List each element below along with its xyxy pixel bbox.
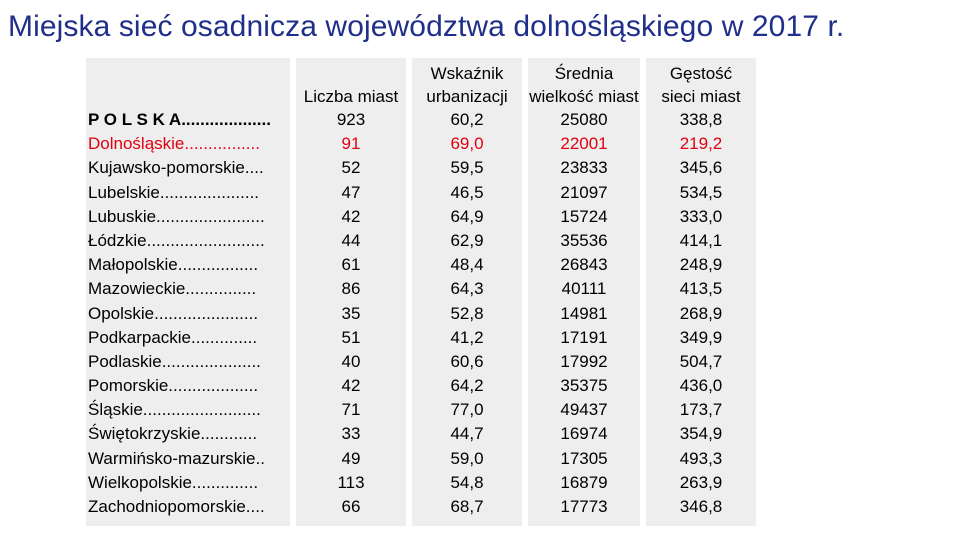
liczba-cell: 33 <box>341 424 361 444</box>
wskaznik-cell: 46,5 <box>450 182 484 202</box>
wskaznik-cell: 62,9 <box>450 230 484 250</box>
gestosc-cell: 248,9 <box>679 255 723 275</box>
header-wskaznik-urbanizacji: Wskaźnik urbanizacji <box>426 64 508 106</box>
region-cell: Lubelskie..................... <box>88 182 260 202</box>
srednia-cell: 21097 <box>560 182 608 202</box>
liczba-cell: 44 <box>341 230 361 250</box>
column-wskaznik-urbanizacji <box>412 58 522 526</box>
region-cells <box>86 108 290 519</box>
wskaznik-cell: 60,6 <box>450 351 484 371</box>
slide-title: Miejska sieć osadnicza województwa dolnośląskiego w 2017 r. <box>8 10 845 43</box>
srednia-cell: 35375 <box>560 376 608 396</box>
gestosc-cell: 173,7 <box>679 400 723 420</box>
gestosc-cell: 493,3 <box>679 448 723 468</box>
wskaznik-cell: 69,0 <box>450 134 484 154</box>
liczba-cell: 51 <box>341 327 361 347</box>
srednia-cell: 17773 <box>560 497 608 516</box>
gestosc-cell: 413,5 <box>679 279 723 299</box>
column-region <box>86 58 290 526</box>
column-srednia-wielkosc <box>528 58 640 526</box>
header-region <box>86 62 290 108</box>
gestosc-cell: 268,9 <box>679 303 723 323</box>
region-cell: Wielkopolskie.............. <box>88 472 259 492</box>
gestosc-cell: 346,8 <box>679 497 723 516</box>
wskaznik-cell: 48,4 <box>450 255 484 275</box>
gestosc-cell: 338,8 <box>679 110 723 129</box>
liczba-cell: 47 <box>341 182 361 202</box>
region-cell: Pomorskie................... <box>88 376 259 396</box>
gestosc-cell: 263,9 <box>679 472 723 492</box>
liczba-cell: 71 <box>341 400 361 420</box>
gestosc-cell: 354,9 <box>679 424 723 444</box>
srednia-cell: 49437 <box>560 400 608 420</box>
region-cell: Warmińsko-mazurskie.. <box>88 448 265 468</box>
region-cell: Opolskie...................... <box>88 303 259 323</box>
liczba-cell: 86 <box>341 279 361 299</box>
gestosc-cell: 345,6 <box>679 158 723 178</box>
wskaznik-cells <box>412 108 522 519</box>
liczba-cell: 35 <box>341 303 361 323</box>
liczba-cell: 42 <box>341 206 361 226</box>
liczba-cell: 61 <box>341 255 361 275</box>
data-table <box>86 58 756 526</box>
region-cell: Podkarpackie.............. <box>88 327 258 347</box>
srednia-cell: 17305 <box>560 448 608 468</box>
gestosc-cell: 414,1 <box>679 230 723 250</box>
gestosc-cell: 219,2 <box>679 134 723 154</box>
srednia-cell: 17992 <box>560 351 608 371</box>
liczba-cell: 42 <box>341 376 361 396</box>
srednia-cell: 35536 <box>560 230 608 250</box>
region-cell: Zachodniopomorskie.... <box>88 497 265 516</box>
header-srednia-wielkosc: Średnia wielkość miast <box>529 64 639 106</box>
header-gestosc-sieci: Gęstość sieci miast <box>661 64 741 106</box>
liczba-cell: 49 <box>341 448 361 468</box>
gestosc-cell: 333,0 <box>679 206 723 226</box>
wskaznik-cell: 54,8 <box>450 472 484 492</box>
wskaznik-cell: 41,2 <box>450 327 484 347</box>
region-cell: Kujawsko-pomorskie.... <box>88 158 264 178</box>
srednia-cell: 14981 <box>560 303 608 323</box>
wskaznik-cell: 64,9 <box>450 206 484 226</box>
region-cell: Podlaskie..................... <box>88 351 261 371</box>
wskaznik-cell: 60,2 <box>450 110 484 129</box>
srednia-cell: 17191 <box>560 327 608 347</box>
gestosc-cell: 349,9 <box>679 327 723 347</box>
srednia-cell: 25080 <box>560 110 608 129</box>
region-cell: Mazowieckie............... <box>88 279 257 299</box>
wskaznik-cell: 44,7 <box>450 424 484 444</box>
srednia-cell: 16974 <box>560 424 608 444</box>
wskaznik-cell: 64,3 <box>450 279 484 299</box>
column-gestosc-sieci <box>646 58 756 526</box>
srednia-cell: 16879 <box>560 472 608 492</box>
liczba-cell: 91 <box>341 134 361 154</box>
srednia-cells <box>528 108 640 519</box>
region-cell: Małopolskie................. <box>88 255 259 275</box>
liczba-cell: 113 <box>337 472 365 492</box>
gestosc-cell: 504,7 <box>679 351 723 371</box>
gestosc-cell: 436,0 <box>679 376 723 396</box>
wskaznik-cell: 77,0 <box>450 400 484 420</box>
wskaznik-cell: 68,7 <box>450 497 484 516</box>
region-cell: Lubuskie....................... <box>88 206 265 226</box>
liczba-cell: 923 <box>336 110 366 129</box>
gestosc-cell: 534,5 <box>679 182 723 202</box>
liczba-cell: 66 <box>341 497 361 516</box>
liczba-cells <box>296 108 406 519</box>
srednia-cell: 22001 <box>560 134 608 154</box>
srednia-cell: 26843 <box>560 255 608 275</box>
srednia-cell: 40111 <box>561 279 607 299</box>
region-cell: Dolnośląskie................ <box>88 134 260 154</box>
srednia-cell: 23833 <box>560 158 608 178</box>
liczba-cell: 40 <box>341 351 361 371</box>
region-cell: Śląskie......................... <box>88 400 261 420</box>
wskaznik-cell: 59,0 <box>450 448 484 468</box>
srednia-cell: 15724 <box>560 206 608 226</box>
column-liczba-miast <box>296 58 406 526</box>
wskaznik-cell: 52,8 <box>450 303 484 323</box>
region-cell: Łódzkie......................... <box>88 230 265 250</box>
gestosc-cells <box>646 108 756 519</box>
wskaznik-cell: 64,2 <box>450 376 484 396</box>
header-liczba-miast: Liczba miast <box>303 87 399 106</box>
region-cell: Świętokrzyskie............ <box>88 424 258 444</box>
wskaznik-cell: 59,5 <box>450 158 484 178</box>
region-cell: P O L S K A................... <box>88 110 271 129</box>
liczba-cell: 52 <box>341 158 361 178</box>
